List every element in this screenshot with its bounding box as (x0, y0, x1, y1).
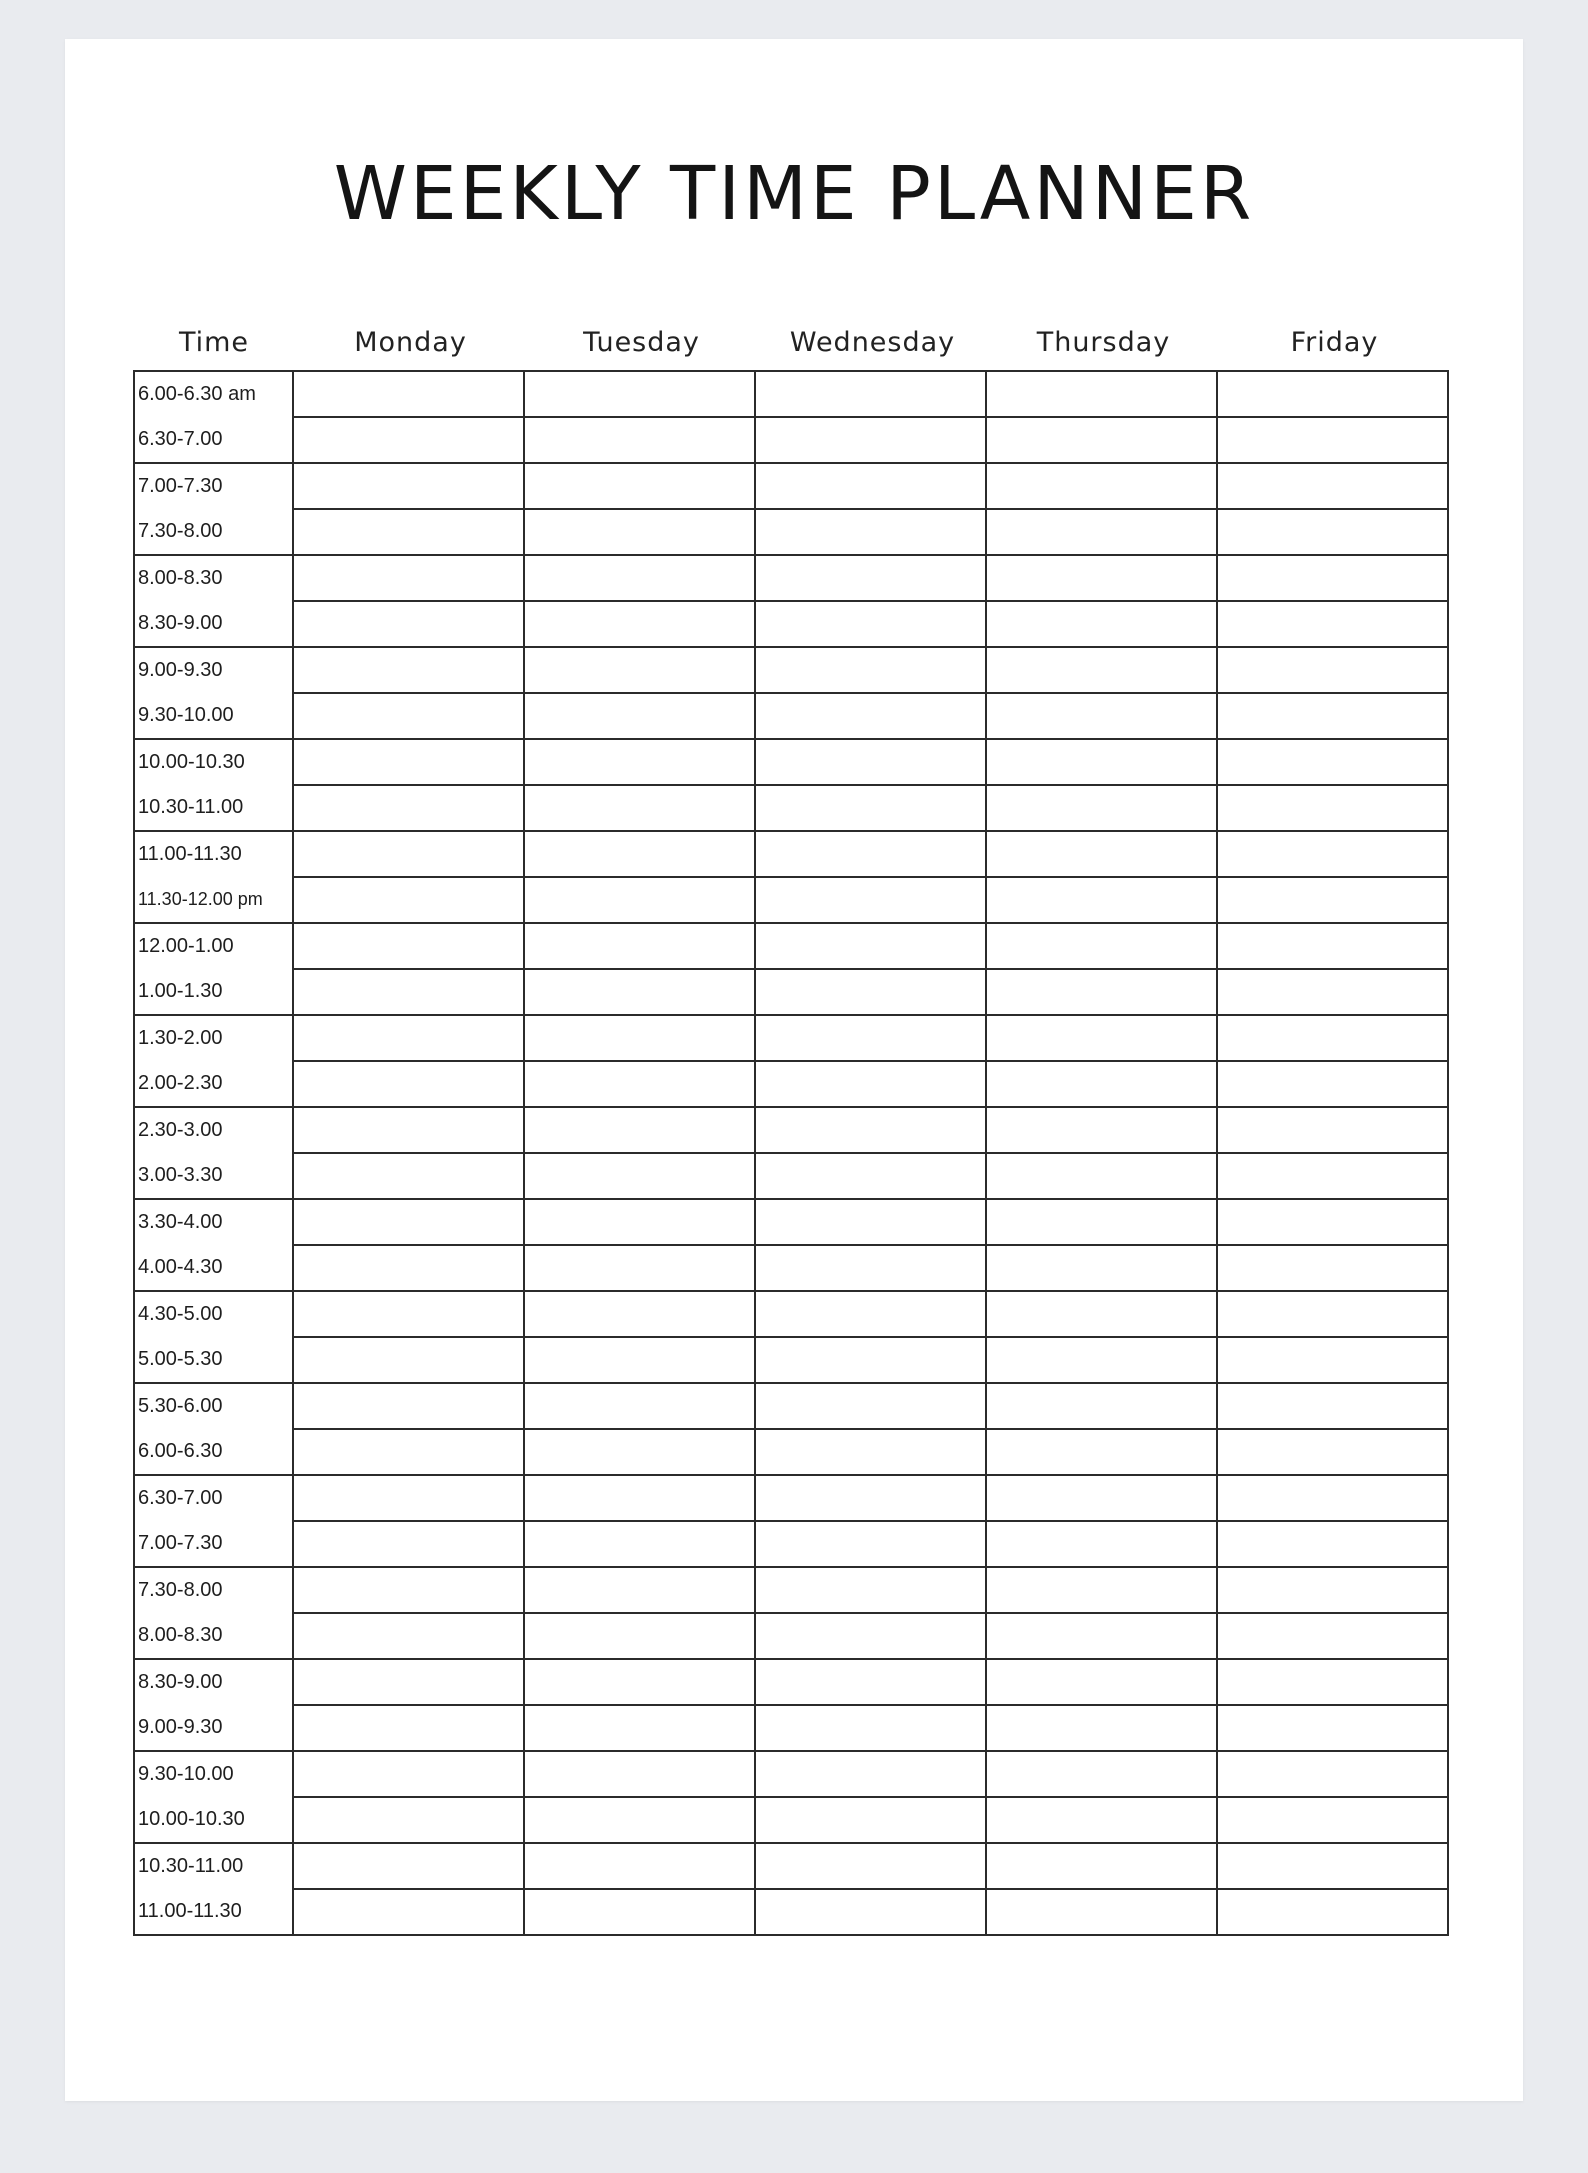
cell-wednesday[interactable] (755, 785, 986, 831)
cell-wednesday[interactable] (755, 1429, 986, 1475)
cell-thursday[interactable] (986, 1061, 1217, 1107)
cell-wednesday[interactable] (755, 739, 986, 785)
time-slot-label: 5.00-5.30 (134, 1337, 293, 1383)
cell-monday[interactable] (293, 417, 524, 463)
cell-wednesday[interactable] (755, 1567, 986, 1613)
cell-tuesday[interactable] (524, 463, 755, 509)
time-slot-label: 10.30-11.00 (134, 785, 293, 831)
cell-thursday[interactable] (986, 877, 1217, 923)
cell-tuesday[interactable] (524, 1429, 755, 1475)
planner-row (134, 877, 1448, 923)
cell-monday[interactable] (293, 831, 524, 877)
time-slot-label: 8.30-9.00 (134, 601, 293, 647)
time-slot-label: 6.30-7.00 (134, 1475, 293, 1521)
time-slot-label: 5.30-6.00 (134, 1383, 293, 1429)
cell-monday[interactable] (293, 1475, 524, 1521)
cell-tuesday[interactable] (524, 1521, 755, 1567)
cell-wednesday[interactable] (755, 601, 986, 647)
cell-thursday[interactable] (986, 1291, 1217, 1337)
cell-tuesday[interactable] (524, 1889, 755, 1935)
cell-thursday[interactable] (986, 1383, 1217, 1429)
time-slot-label: 8.30-9.00 (134, 1659, 293, 1705)
time-slot-label: 1.00-1.30 (134, 969, 293, 1015)
cell-monday[interactable] (293, 371, 524, 417)
cell-thursday[interactable] (986, 1199, 1217, 1245)
time-slot-label: 6.00-6.30 am (134, 371, 293, 417)
cell-tuesday[interactable] (524, 739, 755, 785)
planner-row (134, 1107, 1448, 1153)
planner-row (134, 1153, 1448, 1199)
cell-monday[interactable] (293, 739, 524, 785)
cell-thursday[interactable] (986, 739, 1217, 785)
cell-monday[interactable] (293, 601, 524, 647)
cell-wednesday[interactable] (755, 1153, 986, 1199)
cell-friday[interactable] (1217, 1291, 1448, 1337)
time-slot-label: 8.00-8.30 (134, 555, 293, 601)
cell-thursday[interactable] (986, 1613, 1217, 1659)
planner-row (134, 1199, 1448, 1245)
time-slot-label: 9.30-10.00 (134, 693, 293, 739)
cell-wednesday[interactable] (755, 1613, 986, 1659)
cell-wednesday[interactable] (755, 1705, 986, 1751)
time-slot-label: 12.00-1.00 (134, 923, 293, 969)
cell-friday[interactable] (1217, 785, 1448, 831)
cell-thursday[interactable] (986, 785, 1217, 831)
cell-friday[interactable] (1217, 555, 1448, 601)
planner-row (134, 1429, 1448, 1475)
cell-monday[interactable] (293, 1107, 524, 1153)
cell-friday[interactable] (1217, 417, 1448, 463)
cell-monday[interactable] (293, 1751, 524, 1797)
cell-friday[interactable] (1217, 1199, 1448, 1245)
cell-friday[interactable] (1217, 1107, 1448, 1153)
cell-friday[interactable] (1217, 601, 1448, 647)
cell-thursday[interactable] (986, 371, 1217, 417)
cell-thursday[interactable] (986, 1245, 1217, 1291)
time-slot-label: 9.00-9.30 (134, 647, 293, 693)
time-slot-label: 7.30-8.00 (134, 509, 293, 555)
cell-friday[interactable] (1217, 1245, 1448, 1291)
cell-thursday[interactable] (986, 923, 1217, 969)
cell-tuesday[interactable] (524, 1383, 755, 1429)
cell-friday[interactable] (1217, 693, 1448, 739)
page-title: WEEKLY TIME PLANNER (333, 151, 1255, 237)
cell-friday[interactable] (1217, 739, 1448, 785)
cell-wednesday[interactable] (755, 1889, 986, 1935)
time-slot-label: 3.30-4.00 (134, 1199, 293, 1245)
cell-monday[interactable] (293, 1567, 524, 1613)
planner-row (134, 1659, 1448, 1705)
cell-thursday[interactable] (986, 1843, 1217, 1889)
cell-friday[interactable] (1217, 1797, 1448, 1843)
cell-monday[interactable] (293, 785, 524, 831)
cell-wednesday[interactable] (755, 1521, 986, 1567)
time-slot-label: 11.00-11.30 (134, 1889, 293, 1935)
cell-friday[interactable] (1217, 1843, 1448, 1889)
time-slot-label: 7.00-7.30 (134, 1521, 293, 1567)
cell-thursday[interactable] (986, 1429, 1217, 1475)
cell-tuesday[interactable] (524, 1567, 755, 1613)
cell-thursday[interactable] (986, 1015, 1217, 1061)
time-slot-label: 8.00-8.30 (134, 1613, 293, 1659)
cell-thursday[interactable] (986, 1889, 1217, 1935)
cell-tuesday[interactable] (524, 1705, 755, 1751)
cell-wednesday[interactable] (755, 1245, 986, 1291)
time-slot-label: 10.30-11.00 (134, 1843, 293, 1889)
time-slot-label: 11.30-12.00 pm (134, 877, 293, 923)
cell-thursday[interactable] (986, 831, 1217, 877)
planner-row (134, 785, 1448, 831)
cell-wednesday[interactable] (755, 877, 986, 923)
time-slot-label: 4.00-4.30 (134, 1245, 293, 1291)
cell-friday[interactable] (1217, 371, 1448, 417)
cell-wednesday[interactable] (755, 647, 986, 693)
cell-wednesday[interactable] (755, 969, 986, 1015)
header-thursday: Thursday (1036, 327, 1171, 358)
cell-wednesday[interactable] (755, 1061, 986, 1107)
planner-row (134, 1475, 1448, 1521)
cell-monday[interactable] (293, 1153, 524, 1199)
cell-friday[interactable] (1217, 1429, 1448, 1475)
cell-tuesday[interactable] (524, 1153, 755, 1199)
cell-thursday[interactable] (986, 555, 1217, 601)
time-slot-label: 7.00-7.30 (134, 463, 293, 509)
cell-wednesday[interactable] (755, 371, 986, 417)
column-headers (133, 325, 1447, 361)
cell-tuesday[interactable] (524, 555, 755, 601)
planner-row (134, 1705, 1448, 1751)
planner-row (134, 969, 1448, 1015)
cell-monday[interactable] (293, 463, 524, 509)
header-time: Time (178, 327, 250, 358)
cell-tuesday[interactable] (524, 1797, 755, 1843)
cell-tuesday[interactable] (524, 647, 755, 693)
cell-monday[interactable] (293, 1797, 524, 1843)
cell-thursday[interactable] (986, 1567, 1217, 1613)
cell-tuesday[interactable] (524, 1751, 755, 1797)
cell-monday[interactable] (293, 1889, 524, 1935)
planner-row (134, 1015, 1448, 1061)
cell-friday[interactable] (1217, 923, 1448, 969)
cell-friday[interactable] (1217, 877, 1448, 923)
time-slot-label: 10.00-10.30 (134, 739, 293, 785)
cell-monday[interactable] (293, 877, 524, 923)
cell-tuesday[interactable] (524, 509, 755, 555)
time-slot-label: 1.30-2.00 (134, 1015, 293, 1061)
cell-tuesday[interactable] (524, 1843, 755, 1889)
cell-wednesday[interactable] (755, 923, 986, 969)
time-slot-label: 6.30-7.00 (134, 417, 293, 463)
cell-tuesday[interactable] (524, 877, 755, 923)
planner-row (134, 417, 1448, 463)
cell-monday[interactable] (293, 1705, 524, 1751)
cell-tuesday[interactable] (524, 601, 755, 647)
cell-tuesday[interactable] (524, 371, 755, 417)
cell-friday[interactable] (1217, 1383, 1448, 1429)
cell-wednesday[interactable] (755, 1291, 986, 1337)
planner-row (134, 1337, 1448, 1383)
cell-friday[interactable] (1217, 1337, 1448, 1383)
planner-row (134, 1797, 1448, 1843)
header-friday: Friday (1290, 327, 1379, 358)
planner-row (134, 1291, 1448, 1337)
cell-friday[interactable] (1217, 1613, 1448, 1659)
cell-friday[interactable] (1217, 1015, 1448, 1061)
cell-thursday[interactable] (986, 1337, 1217, 1383)
cell-thursday[interactable] (986, 1153, 1217, 1199)
planner-row (134, 463, 1448, 509)
cell-tuesday[interactable] (524, 1107, 755, 1153)
time-slot-label: 10.00-10.30 (134, 1797, 293, 1843)
cell-thursday[interactable] (986, 693, 1217, 739)
planner-row (134, 831, 1448, 877)
cell-monday[interactable] (293, 693, 524, 739)
cell-tuesday[interactable] (524, 693, 755, 739)
cell-friday[interactable] (1217, 1659, 1448, 1705)
cell-tuesday[interactable] (524, 1245, 755, 1291)
cell-monday[interactable] (293, 1245, 524, 1291)
planner-row (134, 1613, 1448, 1659)
cell-monday[interactable] (293, 509, 524, 555)
planner-row (134, 647, 1448, 693)
time-slot-label: 7.30-8.00 (134, 1567, 293, 1613)
cell-thursday[interactable] (986, 1659, 1217, 1705)
cell-tuesday[interactable] (524, 1291, 755, 1337)
cell-friday[interactable] (1217, 1061, 1448, 1107)
cell-wednesday[interactable] (755, 1797, 986, 1843)
cell-tuesday[interactable] (524, 1061, 755, 1107)
cell-thursday[interactable] (986, 509, 1217, 555)
cell-tuesday[interactable] (524, 831, 755, 877)
cell-monday[interactable] (293, 923, 524, 969)
time-slot-label: 9.00-9.30 (134, 1705, 293, 1751)
planner-row (134, 601, 1448, 647)
cell-tuesday[interactable] (524, 1475, 755, 1521)
cell-friday[interactable] (1217, 1567, 1448, 1613)
cell-tuesday[interactable] (524, 785, 755, 831)
planner-row (134, 739, 1448, 785)
cell-monday[interactable] (293, 1613, 524, 1659)
cell-wednesday[interactable] (755, 1383, 986, 1429)
cell-friday[interactable] (1217, 1751, 1448, 1797)
header-tuesday: Tuesday (583, 327, 700, 358)
cell-tuesday[interactable] (524, 1659, 755, 1705)
time-slot-label: 2.30-3.00 (134, 1107, 293, 1153)
cell-wednesday[interactable] (755, 417, 986, 463)
cell-tuesday[interactable] (524, 1613, 755, 1659)
cell-thursday[interactable] (986, 601, 1217, 647)
cell-friday[interactable] (1217, 969, 1448, 1015)
cell-thursday[interactable] (986, 1475, 1217, 1521)
cell-wednesday[interactable] (755, 509, 986, 555)
cell-friday[interactable] (1217, 463, 1448, 509)
header-monday: Monday (354, 327, 467, 358)
cell-tuesday[interactable] (524, 1337, 755, 1383)
cell-thursday[interactable] (986, 1797, 1217, 1843)
time-slot-label: 6.00-6.30 (134, 1429, 293, 1475)
planner-sheet (65, 39, 1523, 2101)
time-slot-label: 11.00-11.30 (134, 831, 293, 877)
cell-thursday[interactable] (986, 647, 1217, 693)
cell-tuesday[interactable] (524, 969, 755, 1015)
planner-row (134, 509, 1448, 555)
cell-thursday[interactable] (986, 1521, 1217, 1567)
cell-friday[interactable] (1217, 509, 1448, 555)
planner-row (134, 1521, 1448, 1567)
cell-tuesday[interactable] (524, 1015, 755, 1061)
cell-thursday[interactable] (986, 969, 1217, 1015)
cell-wednesday[interactable] (755, 1015, 986, 1061)
planner-row (134, 1889, 1448, 1935)
cell-monday[interactable] (293, 1429, 524, 1475)
cell-monday[interactable] (293, 969, 524, 1015)
time-slot-label: 2.00-2.30 (134, 1061, 293, 1107)
cell-monday[interactable] (293, 1015, 524, 1061)
cell-wednesday[interactable] (755, 1843, 986, 1889)
cell-friday[interactable] (1217, 1889, 1448, 1935)
cell-wednesday[interactable] (755, 555, 986, 601)
time-slot-label: 3.00-3.30 (134, 1153, 293, 1199)
cell-wednesday[interactable] (755, 1337, 986, 1383)
cell-monday[interactable] (293, 555, 524, 601)
cell-tuesday[interactable] (524, 923, 755, 969)
planner-row (134, 693, 1448, 739)
cell-friday[interactable] (1217, 1475, 1448, 1521)
cell-monday[interactable] (293, 1659, 524, 1705)
cell-monday[interactable] (293, 1199, 524, 1245)
cell-monday[interactable] (293, 1337, 524, 1383)
cell-wednesday[interactable] (755, 1751, 986, 1797)
time-slot-label: 4.30-5.00 (134, 1291, 293, 1337)
planner-row (134, 1567, 1448, 1613)
cell-wednesday[interactable] (755, 831, 986, 877)
cell-friday[interactable] (1217, 831, 1448, 877)
cell-thursday[interactable] (986, 1705, 1217, 1751)
cell-wednesday[interactable] (755, 463, 986, 509)
cell-tuesday[interactable] (524, 1199, 755, 1245)
cell-thursday[interactable] (986, 463, 1217, 509)
time-slot-label: 9.30-10.00 (134, 1751, 293, 1797)
cell-wednesday[interactable] (755, 1199, 986, 1245)
cell-wednesday[interactable] (755, 1659, 986, 1705)
cell-wednesday[interactable] (755, 1107, 986, 1153)
cell-monday[interactable] (293, 1521, 524, 1567)
planner-row (134, 1383, 1448, 1429)
cell-monday[interactable] (293, 1843, 524, 1889)
cell-friday[interactable] (1217, 1521, 1448, 1567)
header-wednesday: Wednesday (789, 327, 956, 358)
cell-monday[interactable] (293, 647, 524, 693)
cell-monday[interactable] (293, 1383, 524, 1429)
planner-row (134, 1245, 1448, 1291)
cell-monday[interactable] (293, 1061, 524, 1107)
cell-thursday[interactable] (986, 1751, 1217, 1797)
cell-wednesday[interactable] (755, 1475, 986, 1521)
cell-tuesday[interactable] (524, 417, 755, 463)
cell-thursday[interactable] (986, 417, 1217, 463)
cell-monday[interactable] (293, 1291, 524, 1337)
cell-thursday[interactable] (986, 1107, 1217, 1153)
planner-row (134, 923, 1448, 969)
cell-friday[interactable] (1217, 1705, 1448, 1751)
planner-grid (133, 370, 1449, 1936)
planner-row (134, 1843, 1448, 1889)
planner-row (134, 371, 1448, 417)
cell-friday[interactable] (1217, 647, 1448, 693)
planner-row (134, 1751, 1448, 1797)
planner-row (134, 1061, 1448, 1107)
cell-friday[interactable] (1217, 1153, 1448, 1199)
cell-wednesday[interactable] (755, 693, 986, 739)
planner-row (134, 555, 1448, 601)
